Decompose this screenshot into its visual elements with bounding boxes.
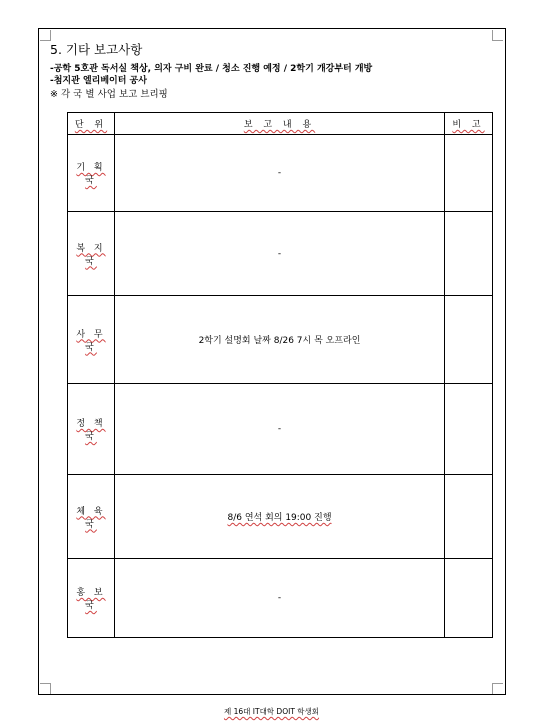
table-row bbox=[68, 212, 493, 296]
row-content: 8/6 연석 회의 19:00 진행 bbox=[115, 475, 445, 559]
row-content: - bbox=[115, 384, 445, 475]
row-content: - bbox=[115, 135, 445, 212]
table-row bbox=[68, 296, 493, 384]
crop-mark-top-right bbox=[492, 30, 503, 41]
row-unit: 기 획 국 bbox=[68, 135, 115, 212]
report-line-3: ※ 각 국 별 사업 보고 브리핑 bbox=[50, 89, 168, 100]
row-note bbox=[445, 559, 493, 638]
report-line-2: -첨지관 엘리베이터 공사 bbox=[50, 76, 147, 86]
row-content: - bbox=[115, 559, 445, 638]
row-unit: 복 지 국 bbox=[68, 212, 115, 296]
table-header-row bbox=[68, 113, 493, 135]
row-unit: 체 육 국 bbox=[68, 475, 115, 559]
row-note bbox=[445, 296, 493, 384]
table-row bbox=[68, 559, 493, 638]
table-row bbox=[68, 135, 493, 212]
page-footer: 제 16대 IT대학 DOIT 학생회 bbox=[223, 707, 320, 716]
row-unit: 정 책 국 bbox=[68, 384, 115, 475]
row-content: - bbox=[115, 212, 445, 296]
row-unit: 사 무 국 bbox=[68, 296, 115, 384]
table-row bbox=[68, 384, 493, 475]
report-table bbox=[67, 112, 493, 638]
section-title: 5. 기타 보고사항 bbox=[50, 42, 143, 57]
row-note bbox=[445, 475, 493, 559]
header-unit: 단 위 bbox=[68, 113, 115, 135]
report-line-1: -공학 5호관 독서실 책상, 의자 구비 완료 / 청소 진행 예정 / 2학기 개강부터 개방 bbox=[50, 64, 373, 74]
row-note bbox=[445, 135, 493, 212]
row-note bbox=[445, 212, 493, 296]
header-content: 보 고 내 용 bbox=[115, 113, 445, 135]
row-note bbox=[445, 384, 493, 475]
crop-mark-bottom-left bbox=[40, 683, 51, 694]
crop-mark-bottom-right bbox=[492, 683, 503, 694]
header-note: 비 고 bbox=[445, 113, 493, 135]
row-unit: 홍 보 국 bbox=[68, 559, 115, 638]
table-row bbox=[68, 475, 493, 559]
row-content: 2학기 설명회 날짜 8/26 7시 목 오프라인 bbox=[115, 296, 445, 384]
